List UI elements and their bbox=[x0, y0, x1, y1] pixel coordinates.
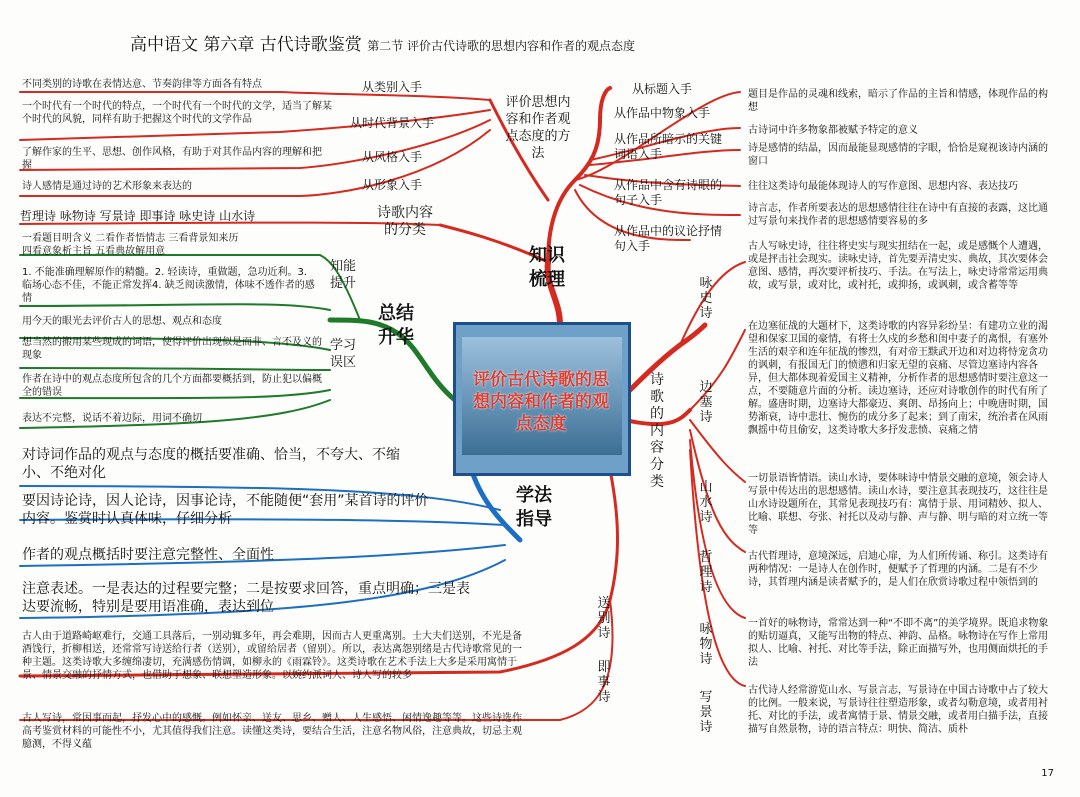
center-label: 评价古代诗歌的思想内容和作者的观点态度 bbox=[473, 370, 609, 434]
method-left-name: 从类别入手 bbox=[362, 80, 423, 94]
category-name: 咏物诗 bbox=[699, 622, 713, 667]
category-name: 写景诗 bbox=[699, 690, 713, 735]
category-desc: 一切景语皆情语。读山水诗，要体味诗中情景交融的意境，领会诗人写景中传达出的思想感情。读山水诗，要注意其表现技巧，这往往是山水诗设题所在，其常见表现技巧有：寓情于景、用词精妙、拟人、比喻、联想、夸张、衬托以及动与静、声与静、明与暗的对立统一等等 bbox=[748, 473, 1048, 536]
method-right-desc: 题目是作品的灵魂和线索，暗示了作品的主旨和情感，体现作品的构想 bbox=[748, 89, 1048, 113]
method-right-desc: 诗是感情的结晶，因而最能显现感情的字眼，恰恰是窥视该诗内涵的窗口 bbox=[748, 143, 1048, 167]
page-number: 17 bbox=[1041, 768, 1054, 779]
xuefa-item: 要因诗论诗，因人论诗，因事论诗，不能随便“套用”某首诗的评价内容。鉴赏时认真体味，仔细分析 bbox=[22, 493, 429, 527]
method-left-desc: 不同类别的诗歌在表情达意、节奏韵律等方面各有特点 bbox=[22, 79, 262, 90]
method-left-desc: 一个时代有一个时代的特点，一个时代有一个时代的文学，适当了解某个时代的风貌，同样有助于把握这个时代的文学作品 bbox=[22, 101, 332, 125]
center-node bbox=[453, 322, 631, 476]
poem-categories-label: 诗歌内容的分类 bbox=[377, 205, 433, 238]
category-desc: 古人写咏史诗，往往将史实与现实扭结在一起，或是感慨个人遭遇，或是抨击社会现实。读咏史诗，首先要弄清史实、典故，其次要体会意图、感情，再次要评析技巧、手法。在写法上，咏史诗常常运用典故，或写景，或对比，或衬托，或抑扬，或讽刺，或含蓄等等 bbox=[748, 241, 1048, 291]
page-title bbox=[130, 30, 635, 55]
zhineng-label: 知能提升 bbox=[330, 259, 357, 291]
hub-neirong: 诗歌的内容分类 bbox=[650, 372, 664, 490]
songbie-desc: 古人由于道路崎岖难行，交通工具落后，一别动辄多年，再会难期，因而古人更重离别。士大夫们送别，不光是备酒饯行，折柳相送，还常常写诗送给行者（送别），或留给居者（留别）。所以，表达离怨别绪是古代诗歌常见的一种主题。这类诗歌大多缠绵凄切，充满感伤情调，如柳永的《雨霖铃》。这类诗歌在艺术手法上大多是采用寓情于景、情景交融的抒情方式，也借助于想象、联想塑造形象。以婉约派词人、诗人写的较多 bbox=[22, 631, 522, 681]
category-name: 咏史诗 bbox=[699, 276, 713, 321]
songbie-label: 送别诗 bbox=[597, 596, 611, 641]
wuqu-item: 作者在诗中的观点态度所包含的几个方面都要概括到，防止犯以偏概全的错误 bbox=[22, 374, 322, 398]
wuqu-label: 学习误区 bbox=[330, 338, 357, 370]
category-name: 哲理诗 bbox=[699, 550, 713, 595]
jishi-desc: 古人写诗，常因事而起，抒发心中的感慨。例如怀亲、送友、思乡、赠人、人生感悟、闲情逸趣等等。这些诗选作高考鉴赏材料的可能性不小，尤其值得我们注意。读懂这类诗，要结合生活，注意名物风俗，注意典故，切忌主观臆测，不得义蕴 bbox=[22, 713, 522, 750]
method-left-name: 从风格入手 bbox=[362, 150, 423, 164]
category-desc: 古代哲理诗，意境深远，启迪心扉，为人们所传诵、称引。这类诗有两种情况：一是诗人在创作时，便赋予了哲理的内涵。二是有不少诗，其哲理内涵是读者赋予的，是人们在欣赏诗歌过程中领悟到的 bbox=[748, 551, 1048, 588]
method-right-name: 从作品中的议论抒情句入手 bbox=[614, 224, 723, 253]
zhineng-items: 1. 不能准确理解原作的精髓。2. 轻读诗，重做题，急功近利。3. 临场心态不佳，不能正常发挥4. 缺乏阅读激情，体味不透作者的感情 bbox=[22, 267, 315, 304]
method-right-desc: 往往这类诗句最能体现诗人的写作意图、思想内容、表达技巧 bbox=[748, 181, 1018, 192]
xuefa-item: 对诗词作品的观点与态度的概括要准确、恰当，不夸大、不缩小、不绝对化 bbox=[22, 447, 400, 481]
category-desc: 在边塞征战的大题材下，这类诗歌的内容异彩纷呈：有建功立业的渴望和保家卫国的豪情，有将士久戍的乡愁和闺中妻子的离恨，有塞外生活的艰辛和连年征战的惨烈，有对帝王黩武开边和对边将恃宠贪功的讽刺，有报国无门的愤懑和归家无望的哀痛、尽管边塞诗内容各异，但大都体现着爱国主义精神，分析作者的思想感情时要注意这一点，不要随意片面的分析。读边塞诗，还应对诗歌创作的时代有所了解。盛唐时期，边塞诗大都豪迈、爽朗、昂扬向上；中晚唐时期，国势渐衰，诗中悲壮、惋伤的成分多了起来；到了南宋，统治者在风雨飘摇中苟且偷安，这类诗歌大多抒发悲愤、哀痛之情 bbox=[748, 321, 1048, 436]
method-left-name: 从时代背景入手 bbox=[350, 116, 435, 130]
wuqu-item: 想当然的搬用某些现成的词语，使得评价出现似是而非、言不及义的现象 bbox=[22, 337, 322, 361]
method-right-desc: 古诗词中许多物象都被赋予特定的意义 bbox=[748, 125, 918, 136]
category-desc: 一首好的咏物诗，常常达到一种“不即不离”的美学境界。既追求物象的贴切逼真，又能写出物的特点、神韵、品格。咏物诗在写作上常用拟人、比喻、衬托、对比等手法，除正面描写外，也用侧面烘托的手法 bbox=[748, 618, 1049, 668]
poem-categories-list: 哲理诗 咏物诗 写景诗 即事诗 咏史诗 山水诗 bbox=[20, 209, 256, 223]
category-desc: 古代诗人经常游览山水、写景言志，写景诗在中国古诗歌中占了较大的比例。一般来说，写景诗往往塑造形象，或者勾勒意境，或者用衬托、对比的手法，或者寓情于景、情景交融，或者用白描手法，直接描写自然景物，诗的语言特点：明快、简洁、质朴 bbox=[748, 685, 1048, 735]
zhineng-top: 一看题目明含义 二看作者悟情志 三看背景知来历 四看意象析主旨 五看典故解用意 bbox=[22, 233, 239, 257]
method-right-name: 从标题入手 bbox=[632, 82, 693, 96]
methods-label: 评价思想内容和作者观点态度的方法 bbox=[505, 95, 571, 161]
wuqu-item: 用今天的眼光去评价古人的思想、观点和态度 bbox=[22, 316, 222, 327]
method-right-desc: 诗言志，作者所要表达的思想感情往往在诗中有直接的表露，这比通过写景句来找作者的思想感情要容易的多 bbox=[748, 203, 1048, 227]
xuefa-item: 注意表述。一是表达的过程要完整；二是按要求回答，重点明确；三是表达要流畅，特别是要用语准确，表达到位 bbox=[22, 581, 470, 615]
title-main: 高中语文 第六章 古代诗歌鉴赏 bbox=[130, 35, 362, 55]
hub-zhishi: 知识梳理 bbox=[529, 245, 565, 290]
title-sub: 第二节 评价古代诗歌的思想内容和作者的观点态度 bbox=[367, 39, 636, 53]
jishi-label: 即事诗 bbox=[597, 660, 611, 705]
hub-zongjie: 总结升华 bbox=[378, 303, 414, 348]
method-left-desc: 诗人感情是通过诗的艺术形象来表达的 bbox=[22, 181, 192, 192]
xuefa-item: 作者的观点概括时要注意完整性、全面性 bbox=[22, 547, 274, 563]
wuqu-item: 表达不完整，说话不着边际，用词不确切 bbox=[22, 413, 202, 424]
category-name: 边塞诗 bbox=[699, 380, 713, 425]
method-right-name: 从作品中含有诗眼的句子入手 bbox=[614, 178, 723, 207]
method-right-name: 从作品所暗示的关键词语入手 bbox=[614, 132, 723, 161]
method-left-desc: 了解作家的生平、思想、创作风格，有助于对其作品内容的理解和把握 bbox=[22, 147, 322, 171]
method-left-name: 从形象入手 bbox=[362, 178, 423, 192]
category-name: 山水诗 bbox=[699, 480, 713, 525]
hub-xuefa: 学法指导 bbox=[516, 485, 552, 530]
method-right-name: 从作品中物象入手 bbox=[614, 106, 711, 120]
